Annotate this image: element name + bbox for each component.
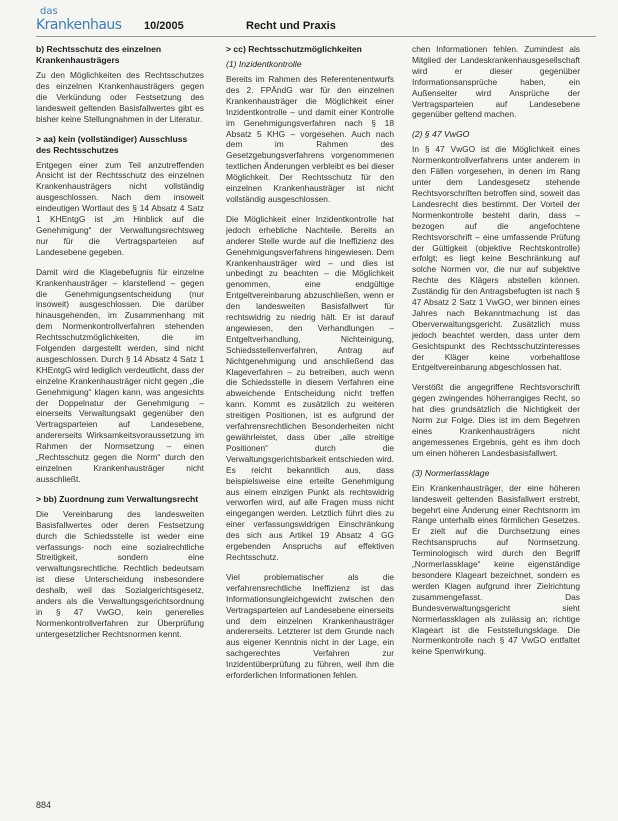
page-header [36,6,596,36]
heading: (2) § 47 VwGO [412,129,470,140]
text-column-2 [226,44,394,690]
journal-logo [36,6,134,36]
heading: > aa) kein (vollständiger) Ausschluss des Rechtsschutzes [36,133,188,155]
text-column-3 [412,44,580,666]
logo-name: Krankenhaus [36,17,122,33]
paragraph: Die Vereinbarung des landesweiten Basisfallwertes oder deren Festsetzung durch die Schiedsstelle ist weder eine verfassungs- noch eine sozialrechtliche Streitigkeit, sondern eine verwaltungsrechtliche. Rechtlich bedeutsam ist diese Unterscheidung insbesondere deshalb, weil das Sozialgerichtsgesetz, anders als die Verwaltungsgerichtsordnung in § 47 VwGO, kein generelles Normenkontrollverfahren zur Überprüfung untergesetzlicher Rechtsnormen kennt. [36,508,204,639]
paragraph: Bereits im Rahmen des Referentenentwurfs des 2. FPÄndG war für den einzelnen Krankenhausträger die Möglichkeit einer Inzidentkontrolle – und damit einer Kontrolle im Genehmigungsverfahren nach § 18 Absatz 5 KHG – vorgesehen. Auch nach dem im Rahmen des Gesetzgebungsverfahrens vorgenommenen textlichen Änderungen verbleibt es bei dieser Möglichkeit. Der Rechtsschutz für den einzelnen Krankenhausträger ist nicht vollständig ausgeschlossen. [226,74,394,204]
paragraph: chen Informationen fehlen. Zumindest als Mitglied der Landeskrankenhausgesellschaft wird er dieser gegenüber Informationsansprüche haben, ein Außenseiter wird Ansprüche der Vertragsparteien auf Landesebene gegenüber geltend machen. [412,44,580,120]
page-number: 884 [36,800,52,810]
paragraph: Die Möglichkeit einer Inzidentkontrolle hat jedoch erhebliche Nachteile. Bereits an anderer Stelle wurde auf die Ineffizienz des Genehmigungsverfahrens hingewiesen. Dem Krankenhausträger wird – und dies ist unbedingt zu beachten – die Möglichkeit genommen, eine endgültige Entgeltvereinbarung abzuschließen, wenn er den landesweiten Basisfallwert für rechtswidrig zu niedrig hält. Er ist darauf angewiesen, den Verhandlungen – Entgeltverhandlung, Nichteinigung, Schiedsstellenverfahren, Antrag auf Nichtgenehmigung und anschließend das Klageverfahren – zu betreiben, auch wenn die Schiedsstelle in diesem Verfahren eine abweichende Entscheidung nicht treffen kann. Kommt es zusätzlich zu weiteren streitigen Positionen, ist es aufgrund der verfahrensrechtlichen Besonderheiten nicht gewährleistet, dass über „alle streitige Positionen“ durch die Verwaltungsgerichtsbarkeit entschieden wird. Es reicht bekanntlich aus, dass beispielsweise eine erteilte Genehmigung aus einem einzigen Punkt als rechtswidrig verworfen wird, auf alle Fragen muss nicht eingegangen werden. Letztlich führt dies zu einer verfassungswidrigen Einschränkung des sich aus Artikel 19 Absatz 4 GG ergebenden Anspruchs auf effektiven Rechtsschutz. [226,213,394,562]
paragraph: Ein Krankenhausträger, der eine höheren landesweit geltenden Basisfallwert erstrebt, begehrt eine Änderung einer Rechtsnorm im Range unterhalb eines förmlichen Gesetzes. Er zielt auf die Durchsetzung eines Rechtsanspruchs auf Normsetzung. Terminologisch wird durch den Begriff „Normerlassklage“ keine eigenständige besondere Klageart bezeichnet, sondern es werden Klagen aufgrund ihrer Zielrichtung zusammengefasst. Das Bundesverwaltungsgericht sieht Normerlassklagen als zulässig an; richtige Klageart ist die Feststellungsklage. Die Normenkontrolle nach § 47 VwGO entfaltet keine Sperrwirkung. [412,482,580,657]
paragraph: Verstößt die angegriffene Rechtsvorschrift gegen zwingendes höherrangiges Recht, so hat dies grundsätzlich die Nichtigkeit der Norm zur Folge. Dies ist im dem Begehren eines Krankenhausträgers nicht angemessenes Ergebnis, geht es ihm doch um einen höheren Landesbasisfallwert. [412,382,580,458]
heading: (3) Normerlassklage [412,467,490,478]
heading: (1) Inzidentkontrolle [226,59,302,69]
paragraph: Entgegen einer zum Teil anzutreffenden Ansicht ist der Rechtsschutz des einzelnen Krankenhausträgers nicht vollständig ausgeschlossen. Nach dem insoweit eindeutigen Wortlaut des § 14 Absatz 4 Satz 1 KHEntgG ist „im Hinblick auf die Genehmigung“ der Verwaltungsrechtsweg nur für die Vertragsparteien auf Landesebene gegeben. [36,159,204,257]
logo-das: das [40,6,58,17]
issue-number: 10/2005 [144,20,184,32]
paragraph: In § 47 VwGO ist die Möglichkeit eines Normenkontrollverfahrens unter anderem in den Fällen vorgesehen, in denen im Rang unter dem Landesgesetz stehende Rechtsvorschriften betroffen sind, soweit das Landesrecht dies bestimmt. Der Vorteil der Normenkontrolle besteht darin, dass – bezogen auf die angefochtene Rechtsvorschrift – eine umfassende Prüfung der Gültigkeit (objektive Rechtskontrolle) erfolgt; es liegt keine Beschränkung auf solche Normen vor, die nur auf subjektive Rechte des Klägers abstellen können. Zuständig für den Antragsbefugten ist nach § 47 Absatz 2 Satz 1 VwGO, wer binnen eines Jahres nach Bekanntmachung ist das Oberverwaltungsgericht. Zusätzlich muss jedoch beachtet werden, dass unter dem Gesichtspunkt des Rechtsschutzinteresses der Kläger keine vorbehaltlose Entgeltvereinbarung abgeschlossen hat. [412,144,580,373]
section-title: Recht und Praxis [246,20,336,32]
paragraph: Damit wird die Klagebefugnis für einzelne Krankenhausträger – klarstellend – gegen die Genehmigungsentscheidung (nur insoweit) ausgeschlossen. Die darüber hinausgehenden, im Zusammenhang mit dem Normenkontrollverfahren stehenden Rechtsschutzmöglichkeiten, die im Folgenden dargestellt werden, sind nicht ausgeschlossen. Durch § 14 Absatz 4 Satz 1 KHEntgG wird lediglich verdeutlicht, dass der einzelne Krankenhausträger nicht gegen „die Genehmigung“ klagen kann, was angesichts der Doppelnatur der Genehmigung – einerseits Verwaltungsakt gegenüber den Vertragsparteien auf Landesebene, andererseits Wirksamkeitsvoraussetzung im Rahmen der Normsetzung – einen „Rechtsschutz gegen die Norm“ durch den einzelnen Krankenhausträger nicht ausschließt. [36,266,204,484]
text-column-1 [36,44,204,649]
paragraph: Zu den Möglichkeiten des Rechtsschutzes des einzelnen Krankenhausträgers gegen die Verkündung oder Festsetzung des landesweit geltenden Basisfallwertes gibt es bisher keine Stellungnahmen in der Literatur. [36,70,204,124]
header-rule [36,36,596,37]
heading: b) Rechtsschutz des einzelnen Krankenhausträgers [36,44,162,65]
paragraph: Viel problematischer als die verfahrensrechtliche Ineffizienz ist das Informationsungleichgewicht zwischen den Vertragsparteien auf Landesebene einerseits und dem einzelnen Krankenhausträger andererseits. Letzterer ist dem Grunde nach aus eigener Kenntnis nicht in der Lage, ein sachgerechtes Verfahren zur Inzidentüberprüfung zu führen, weil ihm die erforderlichen Informationen fehlen. [226,571,394,681]
heading: > bb) Zuordnung zum Verwaltungsrecht [36,493,199,504]
heading: > cc) Rechtsschutzmöglichkeiten [226,44,362,54]
